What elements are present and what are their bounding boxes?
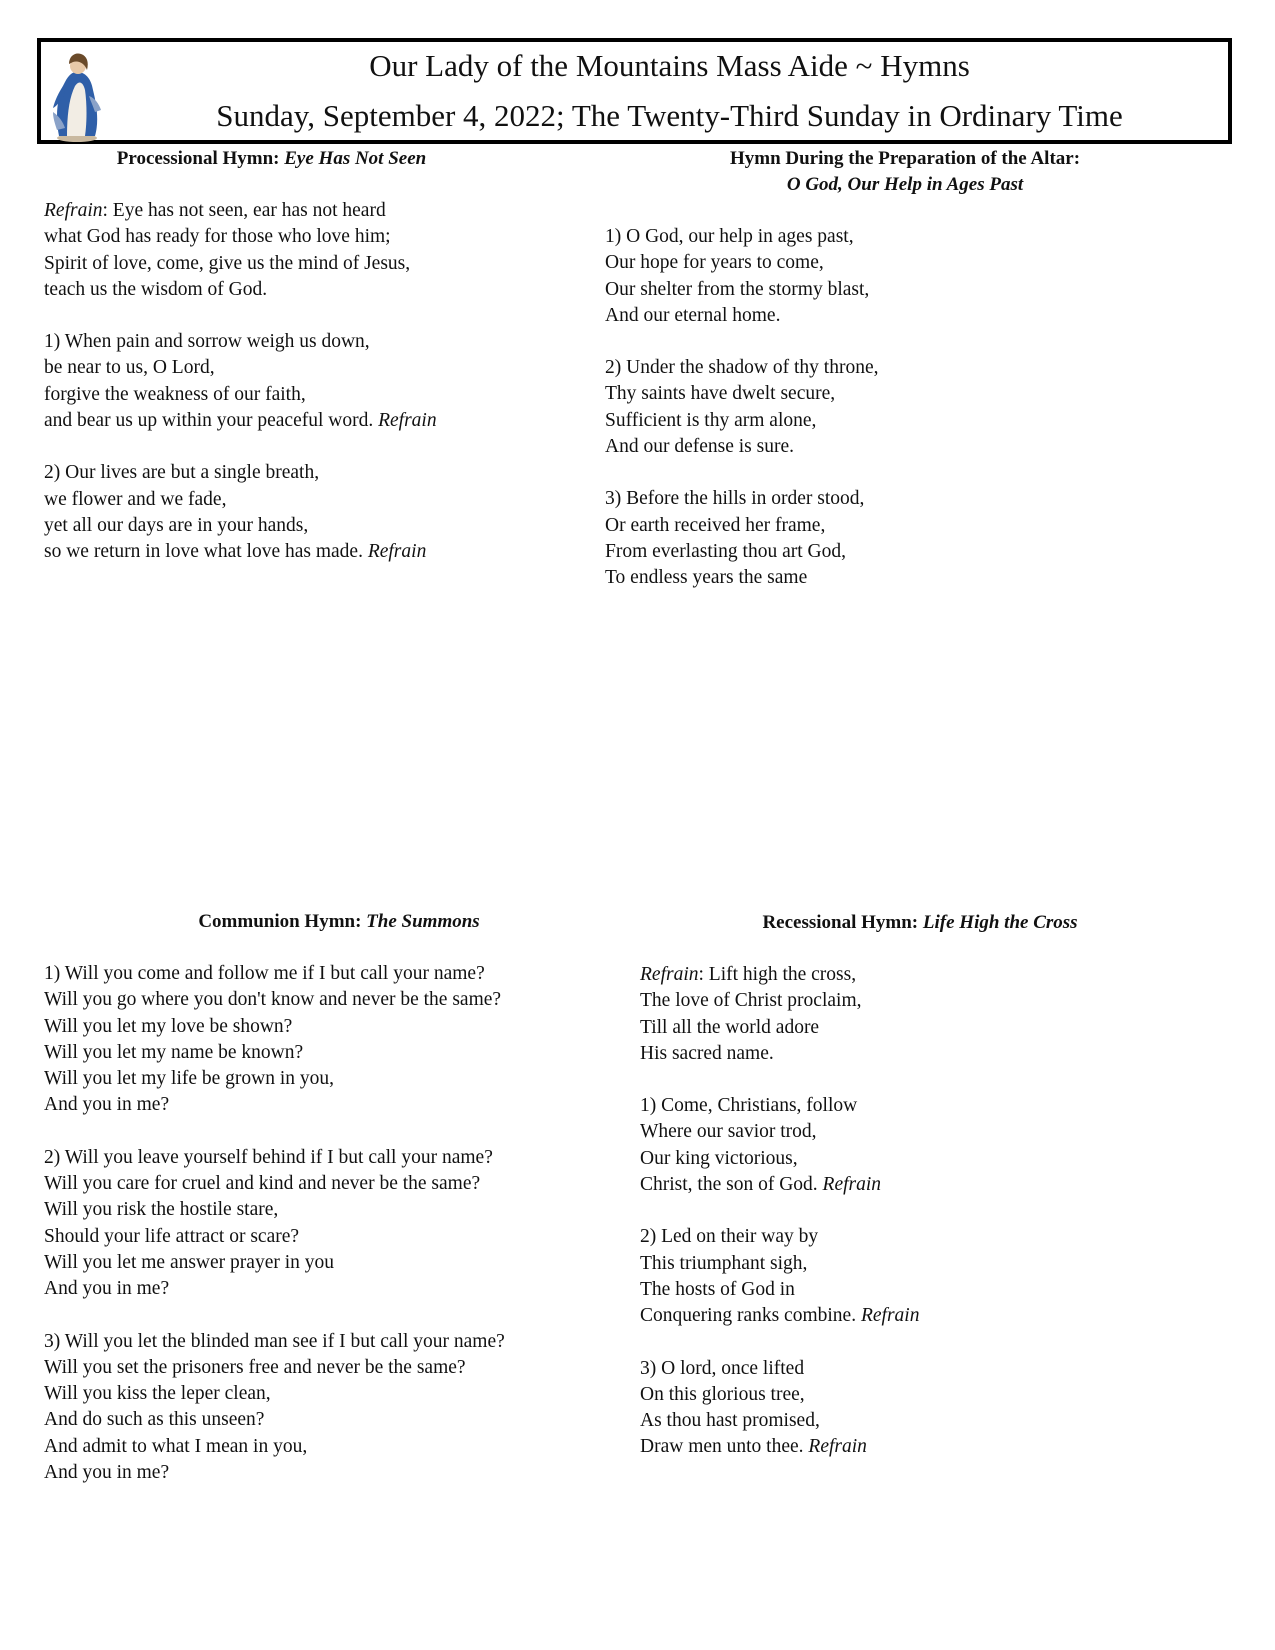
lyric-line: 2) Will you leave yourself behind if I but call your name? xyxy=(44,1146,493,1168)
communion-label: Communion Hymn: xyxy=(198,911,367,932)
lyric-line: Our shelter from the stormy blast, xyxy=(605,278,870,300)
processional-hymn-section xyxy=(44,146,564,592)
lyric-line: From everlasting thou art God, xyxy=(605,540,846,562)
lyric-line: 3) Before the hills in order stood, xyxy=(605,488,865,510)
lyric-line: And our eternal home. xyxy=(605,304,781,326)
recessional-hymn-title xyxy=(640,910,1200,936)
communion-verse-2 xyxy=(44,1145,604,1303)
virgin-mary-icon xyxy=(45,46,109,142)
lyric-line: The hosts of God in xyxy=(640,1278,795,1300)
recessional-hymn-section xyxy=(640,910,1200,1487)
lyric-line: 3) O lord, once lifted xyxy=(640,1357,805,1379)
recessional-verse-3 xyxy=(640,1356,1200,1461)
refrain-word: Refrain xyxy=(378,410,437,432)
lyric-line: 2) Our lives are but a single breath, xyxy=(44,462,320,484)
preparation-verse-3 xyxy=(605,486,1165,591)
communion-hymn-title xyxy=(44,909,634,935)
lyric-line: Or earth received her frame, xyxy=(605,514,826,536)
lyric-line: On this glorious tree, xyxy=(640,1383,805,1405)
lyric-line: we flower and we fade, xyxy=(44,488,227,510)
lyric-line: And you in me? xyxy=(44,1278,170,1300)
lyric-line: To endless years the same xyxy=(605,567,808,589)
recessional-refrain xyxy=(640,962,1200,1067)
lyric-line: And our defense is sure. xyxy=(605,436,794,458)
header-box xyxy=(37,38,1232,144)
communion-lyrics xyxy=(44,961,604,1486)
lyric-line: 1) O God, our help in ages past, xyxy=(605,226,854,247)
lyric-line: This triumphant sigh, xyxy=(640,1252,808,1274)
refrain-word: Refrain xyxy=(640,964,699,985)
communion-hymn-section xyxy=(44,909,604,1512)
communion-name: The Summons xyxy=(366,911,480,932)
lyric-line: And do such as this unseen? xyxy=(44,1409,265,1431)
recessional-label: Recessional Hymn: xyxy=(762,912,923,933)
processional-verse-2 xyxy=(44,460,564,565)
lyric-line: 1) When pain and sorrow weigh us down, xyxy=(44,331,370,353)
lyric-line: As thou hast promised, xyxy=(640,1410,820,1432)
lyric-line: And you in me? xyxy=(44,1094,170,1116)
refrain-word: Refrain xyxy=(808,1436,867,1458)
lyric-line: 1) Will you come and follow me if I but call your name? xyxy=(44,963,485,984)
preparation-hymn-section xyxy=(605,146,1165,618)
recessional-verse-2 xyxy=(640,1224,1200,1329)
lyric-line: Thy saints have dwelt secure, xyxy=(605,383,836,405)
communion-verse-3 xyxy=(44,1329,604,1487)
lyric-line: what God has ready for those who love him; xyxy=(44,226,391,248)
lyric-line: And you in me? xyxy=(44,1462,170,1484)
preparation-verse-2 xyxy=(605,355,1165,460)
refrain-word: Refrain xyxy=(822,1174,882,1196)
lyric-line: teach us the wisdom of God. xyxy=(44,278,268,300)
lyric-line: Spirit of love, come, give us the mind of Jesus, xyxy=(44,252,411,274)
lyric-line: 3) Will you let the blinded man see if I but call your name? xyxy=(44,1330,505,1352)
lyric-line: : Eye has not seen, ear has not heard xyxy=(102,200,386,221)
processional-label: Processional Hymn: xyxy=(116,148,285,169)
preparation-label: Hymn During the Preparation of the Altar: xyxy=(729,148,1081,169)
lyric-line: Will you go where you don't know and never be the same? xyxy=(44,989,502,1011)
lyric-line: so we return in love what love has made. xyxy=(44,541,368,563)
lyric-line: and bear us up within your peaceful word. xyxy=(44,410,379,432)
page-subtitle: Sunday, September 4, 2022; The Twenty-Third Sunday in Ordinary Time xyxy=(216,98,1123,133)
lyric-line: Christ, the son of God. xyxy=(640,1174,823,1196)
lyric-line: : Lift high the cross, xyxy=(698,964,857,985)
refrain-word: Refrain xyxy=(44,200,103,221)
lyric-line: Till all the world adore xyxy=(640,1016,820,1038)
lyric-line: yet all our days are in your hands, xyxy=(44,514,309,536)
lyric-line: The love of Christ proclaim, xyxy=(640,990,862,1012)
lyric-line: Will you set the prisoners free and never be the same? xyxy=(44,1356,466,1378)
lyric-line: Conquering ranks combine. xyxy=(640,1305,861,1327)
lyric-line: 2) Under the shadow of thy throne, xyxy=(605,357,879,379)
preparation-lyrics xyxy=(605,224,1165,592)
processional-lyrics xyxy=(44,198,564,566)
lyric-line: Will you let my name be known? xyxy=(44,1041,304,1063)
preparation-name: O God, Our Help in Ages Past xyxy=(786,174,1024,195)
recessional-name: Life High the Cross xyxy=(922,912,1078,933)
lyric-line: Draw men unto thee. xyxy=(640,1436,809,1458)
processional-hymn-title xyxy=(44,146,499,172)
lyric-line: Should your life attract or scare? xyxy=(44,1225,300,1247)
communion-verse-1 xyxy=(44,961,604,1119)
lyric-line: be near to us, O Lord, xyxy=(44,357,215,379)
processional-name: Eye Has Not Seen xyxy=(284,148,427,169)
lyric-line: Will you let my life be grown in you, xyxy=(44,1068,335,1090)
recessional-verse-1 xyxy=(640,1093,1200,1198)
lyric-line: Where our savior trod, xyxy=(640,1121,817,1143)
recessional-lyrics xyxy=(640,962,1200,1461)
processional-refrain xyxy=(44,198,564,303)
lyric-line: Sufficient is thy arm alone, xyxy=(605,409,817,431)
lyric-line: And admit to what I mean in you, xyxy=(44,1435,308,1457)
preparation-hymn-title xyxy=(605,146,1205,198)
lyric-line: Will you kiss the leper clean, xyxy=(44,1383,271,1405)
lyric-line: Will you care for cruel and kind and never be the same? xyxy=(44,1173,481,1195)
lyric-line: Will you risk the hostile stare, xyxy=(44,1199,279,1221)
lyric-line: 2) Led on their way by xyxy=(640,1226,819,1248)
page-title: Our Lady of the Mountains Mass Aide ~ Hymns xyxy=(369,48,970,83)
preparation-verse-1 xyxy=(605,224,1165,329)
lyric-line: Our king victorious, xyxy=(640,1147,798,1169)
lyric-line: His sacred name. xyxy=(640,1042,774,1064)
processional-verse-1 xyxy=(44,329,564,434)
refrain-word: Refrain xyxy=(367,541,427,563)
lyric-line: Our hope for years to come, xyxy=(605,252,824,274)
refrain-word: Refrain xyxy=(860,1305,920,1327)
lyric-line: Will you let my love be shown? xyxy=(44,1015,293,1037)
lyric-line: Will you let me answer prayer in you xyxy=(44,1251,335,1273)
lyric-line: forgive the weakness of our faith, xyxy=(44,383,306,405)
lyric-line: 1) Come, Christians, follow xyxy=(640,1095,858,1117)
